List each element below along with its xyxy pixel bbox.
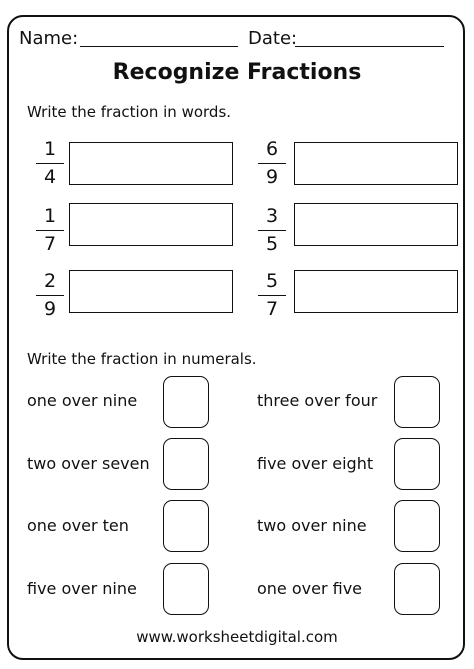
footer-url: www.worksheetdigital.com [136, 628, 338, 646]
fraction-4 [258, 206, 286, 254]
date-label: Date: [248, 28, 298, 49]
answer-box-fraction-2[interactable] [294, 142, 458, 185]
fraction-numerator: 1 [43, 205, 57, 227]
fraction-1 [36, 139, 64, 187]
fraction-bar [258, 163, 286, 164]
numeral-answer-box-4[interactable] [394, 438, 440, 490]
fraction-numerator: 3 [265, 205, 279, 227]
fraction-5 [36, 271, 64, 319]
fraction-words-8: one over five [257, 579, 363, 598]
section2-instruction: Write the fraction in numerals. [27, 350, 257, 368]
answer-box-fraction-6[interactable] [294, 270, 458, 313]
fraction-numerator: 5 [265, 270, 279, 292]
answer-box-fraction-5[interactable] [69, 270, 233, 313]
numeral-answer-box-8[interactable] [394, 563, 440, 615]
fraction-denominator: 9 [43, 298, 57, 320]
page-title: Recognize Fractions [112, 60, 362, 85]
fraction-bar [36, 230, 64, 231]
fraction-words-4: five over eight [257, 454, 374, 473]
date-field[interactable] [295, 46, 444, 47]
fraction-denominator: 5 [265, 233, 279, 255]
fraction-bar [36, 295, 64, 296]
fraction-words-6: two over nine [257, 516, 367, 535]
fraction-denominator: 9 [265, 166, 279, 188]
fraction-words-3: two over seven [27, 454, 150, 473]
fraction-numerator: 6 [265, 138, 279, 160]
fraction-denominator: 4 [43, 166, 57, 188]
numeral-answer-box-6[interactable] [394, 500, 440, 552]
numeral-answer-box-7[interactable] [163, 563, 209, 615]
fraction-bar [36, 163, 64, 164]
fraction-numerator: 1 [43, 138, 57, 160]
fraction-denominator: 7 [43, 233, 57, 255]
fraction-words-7: five over nine [27, 579, 137, 598]
numeral-answer-box-1[interactable] [163, 376, 209, 428]
name-field[interactable] [80, 46, 238, 47]
answer-box-fraction-4[interactable] [294, 203, 458, 246]
fraction-words-5: one over ten [27, 516, 129, 535]
fraction-bar [258, 230, 286, 231]
answer-box-fraction-3[interactable] [69, 203, 233, 246]
answer-box-fraction-1[interactable] [69, 142, 233, 185]
fraction-denominator: 7 [265, 298, 279, 320]
fraction-bar [258, 295, 286, 296]
fraction-numerator: 2 [43, 270, 57, 292]
fraction-words-1: one over nine [27, 391, 138, 410]
fraction-2 [258, 139, 286, 187]
name-label: Name: [19, 28, 79, 49]
section1-instruction: Write the fraction in words. [27, 103, 232, 121]
numeral-answer-box-3[interactable] [163, 438, 209, 490]
fraction-6 [258, 271, 286, 319]
fraction-3 [36, 206, 64, 254]
numeral-answer-box-5[interactable] [163, 500, 209, 552]
fraction-words-2: three over four [257, 391, 378, 410]
numeral-answer-box-2[interactable] [394, 376, 440, 428]
